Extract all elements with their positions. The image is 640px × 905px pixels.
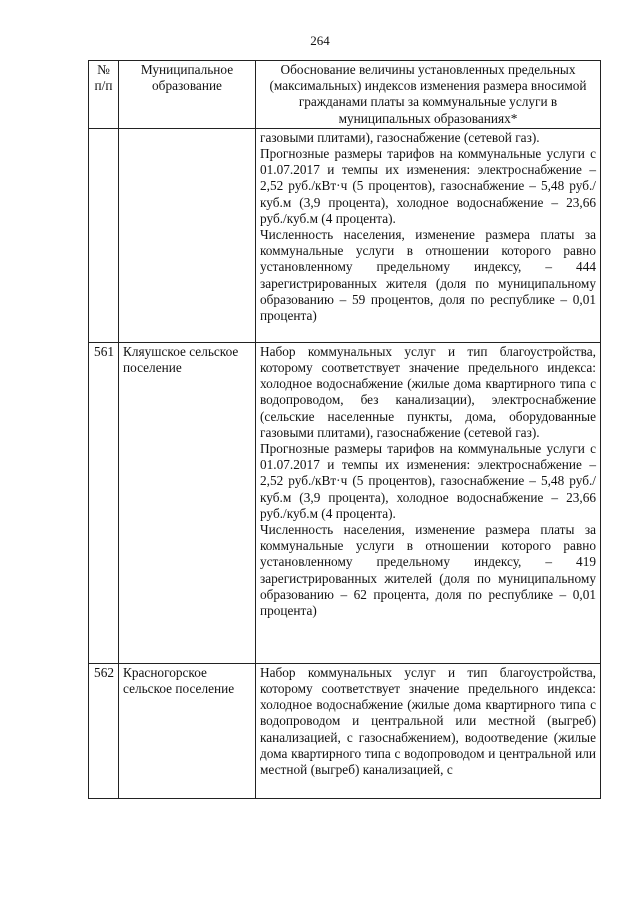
- tariff-index-table: [88, 60, 601, 799]
- basis-paragraph: Численность населения, изменение размера платы за коммунальные услуги в отношении которого равно установленному предельному индексу, – 444 зарегистрированных жителя (доля по муниципальному образованию – 59 процентов, доля по республике – 0,01 процента): [260, 227, 596, 324]
- table-row-561: [89, 342, 601, 663]
- basis-paragraph: газовыми плитами), газоснабжение (сетевой газ).: [260, 129, 540, 145]
- row-basis: [256, 128, 601, 342]
- row-municipality: [119, 128, 256, 342]
- row-number: 562: [89, 663, 119, 798]
- row-number: 561: [89, 342, 119, 663]
- table-row-continuation: [89, 128, 601, 342]
- basis-paragraph: Набор коммунальных услуг и тип благоустройства, которому соответствует значение предельного индекса: холодное водоснабжение (жилые дома квартирного типа с водопроводом и центральной или местной (выгреб) канализацией, с газоснабжением), водоотведение (жилые дома квартирного типа с водопроводом и центральной или местной (выгреб) канализацией, с: [260, 664, 596, 778]
- page-number: 264: [310, 33, 330, 48]
- row-basis: [256, 342, 601, 663]
- row-municipality: Красногорское сельское поселение: [119, 663, 256, 798]
- header-municipality: Муниципальное образование: [119, 61, 256, 129]
- table-header-row: [89, 61, 601, 129]
- table-row-562: [89, 663, 601, 798]
- basis-paragraph: Численность населения, изменение размера платы за коммунальные услуги в отношении которого равно установленному предельному индексу, – 419 зарегистрированных жителей (доля по муниципальному образованию – 62 процента, доля по республике – 0,01 процента): [260, 522, 596, 619]
- header-basis: Обоснование величины установленных предельных (максимальных) индексов изменения размера вносимой гражданами платы за коммунальные услуги в муниципальных образованиях*: [256, 61, 601, 129]
- basis-paragraph: Набор коммунальных услуг и тип благоустройства, которому соответствует значение предельного индекса: холодное водоснабжение (жилые дома квартирного типа с водопроводом, без канализации), электроснабжение (сельские населенные пункты, дома, оборудованные газовыми плитами), газоснабжение (сетевой газ).: [260, 343, 596, 440]
- row-basis: [256, 663, 601, 798]
- row-municipality: Кляушское сельское поселение: [119, 342, 256, 663]
- basis-paragraph: Прогнозные размеры тарифов на коммунальные услуги с 01.07.2017 и темпы их изменения: электроснабжение – 2,52 руб./кВт·ч (5 процентов), газоснабжение – 5,48 руб./куб.м (3,9 процента), холодное водоснабжение – 23,66 руб./куб.м (4 процента).: [260, 441, 596, 521]
- basis-paragraph: Прогнозные размеры тарифов на коммунальные услуги с 01.07.2017 и темпы их изменения: электроснабжение – 2,52 руб./кВт·ч (5 процентов), газоснабжение – 5,48 руб./куб.м (3,9 процента), холодное водоснабжение – 23,66 руб./куб.м (4 процента).: [260, 146, 596, 226]
- header-num: № п/п: [89, 61, 119, 129]
- row-number: [89, 128, 119, 342]
